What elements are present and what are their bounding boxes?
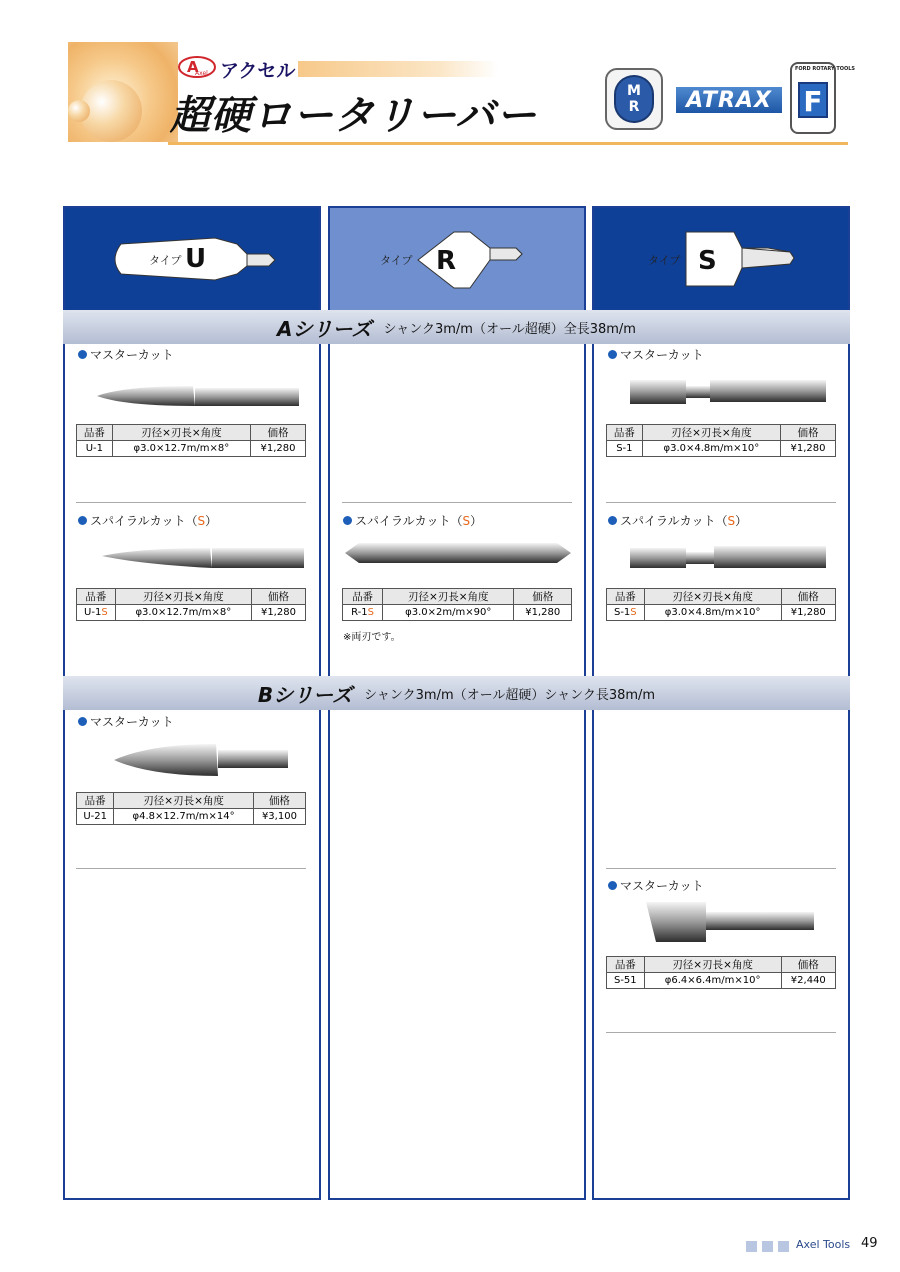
cell-code: S-1 — [607, 441, 643, 457]
divider — [606, 868, 836, 869]
product-name-text: スパイラルカット — [620, 514, 716, 528]
series-a-band — [63, 310, 850, 344]
tool-s1-image — [628, 374, 828, 410]
product-u21 — [78, 713, 174, 730]
divider — [606, 502, 836, 503]
axel-logo-icon — [178, 55, 216, 79]
mr-logo-m: M — [627, 83, 641, 99]
header-price: 価格 — [251, 425, 306, 441]
tool-u1-image — [95, 380, 305, 414]
series-b-title: Bシリーズ — [257, 682, 353, 707]
page-number: 49 — [861, 1236, 878, 1251]
cell-price: ¥1,280 — [251, 441, 306, 457]
column-header — [594, 208, 848, 312]
cell-price: ¥1,280 — [514, 605, 572, 621]
brand-bar — [298, 61, 498, 77]
ford-logo-letter: F — [798, 82, 828, 118]
footer-label: Axel Tools — [796, 1238, 851, 1251]
type-label: タイプ — [149, 254, 182, 267]
cell-spec: φ3.0×4.8m/m×10° — [644, 605, 781, 621]
header-spec: 刃径×刃長×角度 — [112, 425, 250, 441]
spec-table-u1s: 品番 刃径×刃長×角度 価格 U-1S φ3.0×12.7m/m×8° ¥1,280 — [76, 588, 306, 621]
product-s1 — [608, 346, 704, 363]
product-name — [608, 877, 704, 894]
bullet-icon — [78, 516, 87, 525]
type-label: タイプ — [648, 254, 681, 267]
product-name: スパイラルカット （ S ） — [343, 512, 482, 529]
svg-text:A: A — [187, 58, 199, 76]
tool-s51-image — [642, 898, 822, 950]
header-ball-small — [68, 100, 90, 122]
cell-spec: φ3.0×12.7m/m×8° — [112, 441, 250, 457]
cell-price: ¥3,100 — [253, 809, 305, 825]
tool-s1s-image — [628, 542, 828, 574]
brand-name: アクセル — [220, 60, 296, 82]
product-r1s — [343, 512, 482, 529]
ford-logo-text: FORD ROTARY TOOLS — [795, 66, 856, 72]
bullet-icon — [608, 350, 617, 359]
cell-spec: φ3.0×2m/m×90° — [383, 605, 514, 621]
product-u1 — [78, 346, 174, 363]
spec-table-s1s: 品番 刃径×刃長×角度 価格 S-1S φ3.0×4.8m/m×10° ¥1,280 — [606, 588, 836, 621]
cell-code: U-1 — [77, 441, 113, 457]
cell-code: S-1S — [607, 605, 645, 621]
spec-table-s1: 品番 刃径×刃長×角度 価格 S-1 φ3.0×4.8m/m×10° ¥1,280 — [606, 424, 836, 457]
product-name: スパイラルカット （ S ） — [78, 512, 217, 529]
cell-price: ¥1,280 — [251, 605, 305, 621]
type-label: タイプ — [380, 254, 413, 267]
tool-r1s-image — [343, 538, 573, 568]
cell-spec: φ6.4×6.4m/m×10° — [644, 973, 781, 989]
spec-table-u1 — [76, 424, 306, 457]
product-name — [78, 713, 174, 730]
series-a-title: Aシリーズ — [277, 316, 372, 341]
product-name-suffix: S — [197, 513, 206, 528]
title-underline — [168, 142, 848, 145]
footer-square-1 — [746, 1241, 757, 1252]
bullet-icon — [343, 516, 352, 525]
cell-price: ¥1,280 — [781, 441, 836, 457]
type-letter: S — [698, 246, 717, 276]
spec-table-r1s: 品番 刃径×刃長×角度 価格 R-1S φ3.0×2m/m×90° ¥1,280 — [342, 588, 572, 621]
product-name: スパイラルカット （ S ） — [608, 512, 747, 529]
bullet-icon — [608, 881, 617, 890]
divider — [606, 1032, 836, 1033]
product-name-suffix: S — [727, 513, 736, 528]
product-s1s — [608, 512, 747, 529]
product-s51 — [608, 877, 704, 894]
cell-price: ¥2,440 — [781, 973, 835, 989]
product-name-text: スパイラルカット — [90, 514, 186, 528]
cell-spec: φ3.0×12.7m/m×8° — [115, 605, 251, 621]
type-letter: U — [185, 244, 207, 274]
type-s-shape-icon — [594, 208, 848, 312]
bullet-icon — [608, 516, 617, 525]
cell-price: ¥1,280 — [781, 605, 835, 621]
divider — [76, 868, 306, 869]
product-name — [608, 346, 704, 363]
cell-spec: φ4.8×12.7m/m×14° — [114, 809, 254, 825]
series-a-subtitle: シャンク3m/m（オール超硬）全長38m/m — [383, 321, 636, 337]
product-name-text: マスターカット — [620, 879, 704, 893]
column-header — [330, 208, 584, 312]
footer-square-2 — [762, 1241, 773, 1252]
cell-code: S-51 — [607, 973, 645, 989]
tool-u1s-image — [100, 542, 310, 576]
series-b-band — [63, 676, 850, 710]
product-name-text: マスターカット — [90, 715, 174, 729]
divider — [342, 502, 572, 503]
footer-square-3 — [778, 1241, 789, 1252]
atrax-logo: ATRAX — [676, 87, 782, 113]
cell-code: R-1S — [343, 605, 383, 621]
cell-code: U-1S — [77, 605, 116, 621]
mr-logo — [605, 68, 663, 130]
note-double-edge: ※両刃です。 — [343, 632, 401, 643]
spec-table-u21: 品番 刃径×刃長×角度 価格 U-21 φ4.8×12.7m/m×14° ¥3,100 — [76, 792, 306, 825]
product-name — [78, 346, 174, 363]
mr-logo-r: R — [628, 99, 640, 115]
series-b-subtitle: シャンク3m/m（オール超硬）シャンク長38m/m — [364, 687, 656, 703]
tool-u21-image — [110, 740, 290, 780]
type-letter: R — [436, 246, 457, 276]
product-name-text: マスターカット — [620, 348, 704, 362]
ford-logo — [790, 62, 856, 134]
product-name-text: スパイラルカット — [355, 514, 451, 528]
brand-logo-text: Axel — [195, 70, 208, 77]
cell-code: U-21 — [77, 809, 114, 825]
spec-table-s51: 品番 刃径×刃長×角度 価格 S-51 φ6.4×6.4m/m×10° ¥2,440 — [606, 956, 836, 989]
page-title: 超硬ロータリーバー — [170, 93, 537, 139]
product-u1s — [78, 512, 217, 529]
bullet-icon — [78, 350, 87, 359]
column-header — [65, 208, 319, 312]
cell-spec: φ3.0×4.8m/m×10° — [642, 441, 780, 457]
type-r-shape-icon — [330, 208, 584, 312]
product-name-suffix: S — [462, 513, 471, 528]
bullet-icon — [78, 717, 87, 726]
product-name-text: マスターカット — [90, 348, 174, 362]
header-code: 品番 — [77, 425, 113, 441]
divider — [76, 502, 306, 503]
